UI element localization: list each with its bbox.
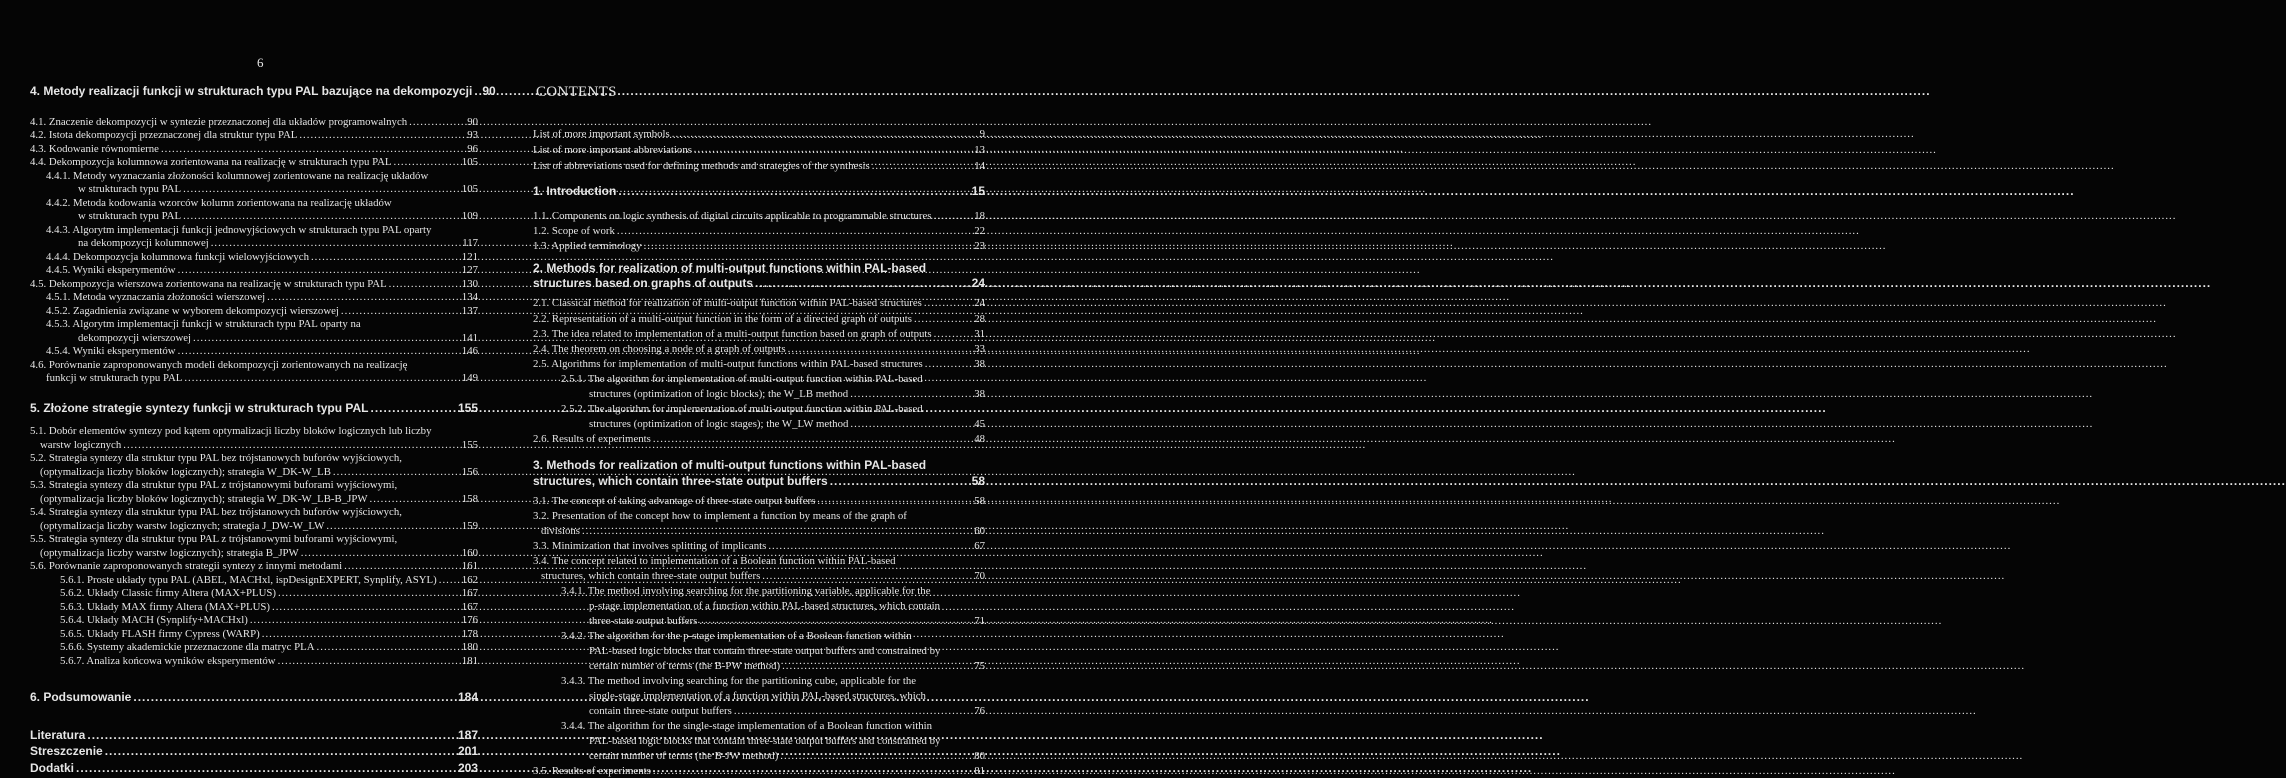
toc-entry-title: 5. Złożone strategie syntezy funkcji w strukturach typu PAL (30, 401, 369, 415)
toc-entry-title: 4.4.1. Metody wyznaczania złożoności kolumnowej zorientowane na realizację układów (46, 170, 429, 182)
toc-entry-title: 3.1. The concept of taking advantage of three-state output buffers (533, 495, 816, 507)
toc-page-number: 81 (974, 765, 985, 777)
toc-page-number: 75 (974, 660, 985, 672)
toc-entry-title: 2.2. Representation of a multi-output function in the form of a directed graph of outputs (533, 313, 912, 325)
toc-entry-title: 2.6. Results of experiments (533, 433, 651, 445)
right-toc-entry (561, 373, 985, 385)
toc-entry-title: structures, which contain three-state output buffers (533, 474, 828, 488)
toc-page-number: 45 (974, 418, 985, 430)
toc-entry-title: 5.6.6. Systemy akademickie przeznaczone dla matryc PLA (60, 641, 315, 653)
left-toc-entry (40, 466, 478, 478)
toc-page-number: 58 (974, 495, 985, 507)
right-toc-entry (533, 313, 985, 325)
left-toc-entry (60, 574, 478, 586)
toc-page-number: 33 (974, 343, 985, 355)
toc-entry-title: structures, which contain three-state output buffers (541, 570, 761, 582)
dot-leader (341, 305, 460, 317)
toc-entry-title: na dekompozycji kolumnowej (78, 237, 209, 249)
dot-leader (694, 144, 972, 156)
right-toc-entry (561, 720, 985, 732)
toc-page-number: 155 (457, 401, 478, 415)
toc-entry-title: 4. Metody realizacji funkcji w strukturach typu PAL bazujące na dekompozycji (30, 84, 473, 98)
toc-entry-title: 4.4.4. Dekompozycja kolumnowa funkcji wielowyjściowych (46, 251, 309, 263)
right-toc-entry (589, 750, 985, 762)
toc-entry-title: 5.6. Porównanie zaproponowanych strategii syntezy z innymi metodami (30, 560, 343, 572)
toc-entry-title: structures (optimization of logic blocks); the W_LB method (589, 388, 849, 400)
toc-page-number: 181 (461, 655, 478, 667)
left-toc-entry (60, 601, 478, 613)
left-toc-entry (46, 197, 478, 209)
dot-leader (768, 540, 972, 552)
toc-entry-title: w strukturach typu PAL (78, 210, 182, 222)
left-toc-entry (30, 156, 478, 168)
right-toc-entry (533, 210, 985, 222)
dot-leader (299, 129, 465, 141)
right-toc-entry (561, 630, 985, 642)
dot-leader (123, 439, 460, 451)
right-toc-entry (561, 403, 985, 415)
dot-leader (755, 276, 970, 290)
right-toc-entry (533, 240, 985, 252)
dot-leader (653, 765, 972, 777)
left-toc-entry (40, 547, 478, 559)
toc-page-number: 76 (974, 705, 985, 717)
dot-leader (301, 547, 460, 559)
toc-page-number: 178 (461, 628, 478, 640)
toc-page-number: 23 (974, 240, 985, 252)
dot-leader (105, 744, 456, 758)
left-toc-entry (30, 690, 478, 704)
toc-entry-title: List of more important symbols (533, 128, 670, 140)
toc-page-number: 127 (461, 264, 478, 276)
toc-entry-title: 3.4.4. The algorithm for the single-stage implementation of a Boolean function within (561, 720, 933, 732)
toc-entry-title: 3.4.1. The method involving searching for the partitioning variable, applicable for the (561, 585, 931, 597)
left-toc-entry (60, 614, 478, 626)
left-toc-entry (46, 305, 478, 317)
left-toc-entry (46, 251, 478, 263)
left-toc-entry (46, 291, 478, 303)
left-toc-entry (78, 183, 478, 195)
toc-entry-title: 2.5.1. The algorithm for implementation of multi-output function within PAL-based (561, 373, 923, 385)
dot-leader (439, 574, 460, 586)
right-toc-entry (541, 525, 985, 537)
dot-leader (76, 761, 456, 775)
left-toc-entry (30, 401, 478, 415)
dot-leader (193, 332, 460, 344)
left-toc-entry (40, 520, 478, 532)
toc-entry-title: 5.4. Strategia syntezy dla struktur typu PAL bez trójstanowych buforów wyjściowych, (30, 506, 402, 518)
right-toc-entry (533, 128, 985, 140)
toc-entry-title: 3. Methods for realization of multi-output functions within PAL-based (533, 458, 927, 472)
dot-leader (317, 641, 460, 653)
toc-entry-title: certain number of terms (the B-PW method) (589, 660, 781, 672)
toc-entry-title: 1. Introduction (533, 184, 617, 198)
toc-entry-title: dekompozycji wierszowej (78, 332, 192, 344)
left-toc-entry (40, 439, 478, 451)
toc-entry-title: 2.3. The idea related to implementation of a multi-output function based on graph of outputs (533, 328, 932, 340)
toc-entry-title: 4.6. Porównanie zaproponowanych modeli dekompozycji zorientowanych na realizację (30, 359, 408, 371)
toc-entry-title: 5.6.7. Analiza końcowa wyników eksperymentów (60, 655, 276, 667)
dot-leader (830, 474, 970, 488)
right-toc-entry (533, 144, 985, 156)
toc-page-number: 176 (461, 614, 478, 626)
toc-entry-title: Streszczenie (30, 744, 103, 758)
right-toc-entry (561, 675, 985, 687)
dot-leader (582, 525, 972, 537)
dot-leader (788, 343, 973, 355)
left-toc-entry (30, 143, 478, 155)
toc-entry-title: divisions (541, 525, 580, 537)
toc-page-number: 203 (457, 761, 478, 775)
left-toc-entry (30, 728, 478, 742)
dot-leader (333, 466, 460, 478)
toc-entry-title: 1.2. Scope of work (533, 225, 615, 237)
toc-entry-title: (optymalizacja liczby bloków logicznych); strategia W_DK-W_LB-B_JPW (40, 493, 368, 505)
right-toc-entry (533, 276, 985, 290)
right-toc-entry (533, 765, 985, 777)
toc-page-number: 15 (971, 184, 985, 198)
right-toc-entry (533, 433, 985, 445)
toc-entry-title: 4.3. Kodowanie równomierne (30, 143, 159, 155)
toc-page-number: 105 (461, 156, 478, 168)
toc-page-number: 187 (457, 728, 478, 742)
toc-entry-title: 3.5. Results of experiments (533, 765, 651, 777)
left-toc-entry (78, 332, 478, 344)
toc-entry-title: PAL-based logic blocks that contain three-state output buffers and constrained by (589, 735, 941, 747)
toc-entry-title: Literatura (30, 728, 86, 742)
toc-entry-title: three-state output buffers (589, 615, 698, 627)
toc-entry-title: 4.4.3. Algorytm implementacji funkcji jednowyjściowych w strukturach typu PAL oparty (46, 224, 432, 236)
toc-page-number: 24 (974, 297, 985, 309)
page-number: 6 (257, 55, 264, 70)
left-toc-entry (30, 278, 478, 290)
toc-entry-title: 3.4. The concept related to implementation of a Boolean function within PAL-based (533, 555, 896, 567)
contents-heading: CONTENTS (536, 84, 617, 100)
toc-entry-title: 4.4.2. Metoda kodowania wzorców kolumn zorientowana na realizację układów (46, 197, 392, 209)
left-toc-entry (60, 628, 478, 640)
toc-entry-title: 5.6.2. Układy Classic firmy Altera (MAX+PLUS) (60, 587, 277, 599)
toc-page-number: 90 (467, 116, 478, 128)
dot-leader (183, 210, 460, 222)
toc-page-number: 201 (457, 744, 478, 758)
toc-entry-title: funkcji w strukturach typu PAL (46, 372, 183, 384)
toc-page-number: 162 (461, 574, 478, 586)
dot-leader (272, 601, 460, 613)
toc-entry-title: 3.4.2. The algorithm for the p-stage implementation of a Boolean function within (561, 630, 912, 642)
right-toc-entry (589, 615, 985, 627)
toc-page-number: 160 (461, 547, 478, 559)
dot-leader (278, 587, 460, 599)
dot-leader (389, 278, 460, 290)
dot-leader (394, 156, 460, 168)
toc-page-number: 58 (971, 474, 985, 488)
toc-entry-title: 2.5. Algorithms for implementation of multi-output functions within PAL-based structures (533, 358, 923, 370)
toc-entry-title: 4.5.2. Zagadnienia związane w wyborem dekompozycji wierszowej (46, 305, 339, 317)
left-toc-entry (46, 224, 478, 236)
toc-entry-title: 5.3. Strategia syntezy dla struktur typu PAL z trójstanowymi buforami wyjściowymi, (30, 479, 398, 491)
dot-leader (644, 240, 973, 252)
left-toc-entry (46, 345, 478, 357)
toc-entry-title: certain number of terms (the B-JW method) (589, 750, 779, 762)
right-toc-entry (533, 261, 985, 275)
dot-leader (178, 264, 460, 276)
dot-leader (934, 210, 973, 222)
toc-entry-title: 5.6.4. Układy MACH (Synplify+MACHxl) (60, 614, 248, 626)
right-toc-entry (589, 645, 985, 657)
dot-leader (87, 728, 456, 742)
toc-entry-title: 4.5.1. Metoda wyznaczania złożoności wierszowej (46, 291, 266, 303)
toc-page-number: 105 (461, 183, 478, 195)
left-toc-entry (46, 170, 478, 182)
toc-entry-title: 5.5. Strategia syntezy dla struktur typu PAL z trójstanowymi buforami wyjściowymi, (30, 533, 398, 545)
dot-leader (344, 560, 460, 572)
dot-leader (211, 237, 460, 249)
dot-leader (267, 291, 460, 303)
toc-page-number: 38 (974, 388, 985, 400)
toc-entry-title: 3.3. Minimization that involves splitting of implicants (533, 540, 767, 552)
dot-leader (782, 660, 972, 672)
toc-entry-title: 5.6.1. Proste układy typu PAL (ABEL, MACHxl, ispDesignEXPERT, Synplify, ASYL) (60, 574, 437, 586)
right-toc-entry (533, 510, 985, 522)
toc-page-number: 109 (461, 210, 478, 222)
left-toc-entry (30, 761, 478, 775)
toc-page-number: 156 (461, 466, 478, 478)
dot-leader (734, 705, 972, 717)
dot-leader (178, 345, 460, 357)
toc-page-number: 60 (974, 525, 985, 537)
toc-entry-title: p-stage implementation of a function within PAL-based structures, which contain (589, 600, 941, 612)
toc-page-number: 18 (974, 210, 985, 222)
right-toc-entry (533, 343, 985, 355)
dot-leader (924, 297, 972, 309)
toc-page-number: 134 (461, 291, 478, 303)
right-toc-entry (533, 555, 985, 567)
toc-page-number: 167 (461, 601, 478, 613)
toc-page-number: 28 (974, 313, 985, 325)
dot-leader (409, 116, 465, 128)
toc-page-number: 13 (974, 144, 985, 156)
right-toc-entry (589, 418, 985, 430)
right-toc-entry (533, 358, 985, 370)
dot-leader (914, 313, 972, 325)
toc-entry-title: (optymalizacja liczby bloków logicznych); strategia W_DK-W_LB (40, 466, 331, 478)
toc-entry-title: 4.2. Istota dekompozycji przeznaczonej dla struktur typu PAL (30, 129, 298, 141)
dot-leader (653, 433, 972, 445)
toc-page-number: 93 (467, 129, 478, 141)
left-toc-entry (30, 84, 496, 98)
toc-entry-title: w strukturach typu PAL (78, 183, 182, 195)
toc-entry-title: 2.1. Classical method for realization of multi-output function within PAL-based structures (533, 297, 922, 309)
toc-entry-title: 5.1. Dobór elementów syntezy pod kątem optymalizacji liczby bloków logicznych lub liczby (30, 425, 432, 437)
right-toc-entry (589, 660, 985, 672)
dot-leader (278, 655, 460, 667)
toc-entry-title: 3.4.3. The method involving searching for the partitioning cube, applicable for the (561, 675, 917, 687)
toc-entry-title: 2.4. The theorem on choosing a node of a graph of outputs (533, 343, 786, 355)
toc-page-number: 31 (974, 328, 985, 340)
left-toc-entry (78, 237, 478, 249)
dot-leader (925, 358, 972, 370)
dot-leader (250, 614, 460, 626)
dot-leader (872, 160, 972, 172)
toc-entry-title: List of abbreviations used for defining methods and strategies of the synthesis (533, 160, 870, 172)
dot-leader (817, 495, 972, 507)
dot-leader (762, 570, 972, 582)
right-toc-entry (533, 297, 985, 309)
toc-entry-title: List of more important abbreviations (533, 144, 692, 156)
left-toc-entry (30, 116, 478, 128)
dot-leader (850, 388, 972, 400)
toc-entry-title: 2. Methods for realization of multi-output functions within PAL-based (533, 261, 927, 275)
dot-leader (370, 493, 460, 505)
toc-page-number: 161 (461, 560, 478, 572)
left-toc-entry (30, 129, 478, 141)
toc-page-number: 48 (974, 433, 985, 445)
toc-page-number: 70 (974, 570, 985, 582)
left-toc-entry (60, 587, 478, 599)
right-toc-entry (533, 160, 985, 172)
dot-leader (133, 690, 456, 704)
toc-page-number: 117 (462, 237, 478, 249)
toc-entry-title: 5.6.3. Układy MAX firmy Altera (MAX+PLUS) (60, 601, 271, 613)
left-toc-entry (30, 533, 478, 545)
right-toc-entry (589, 388, 985, 400)
toc-entry-title: 4.5.4. Wyniki eksperymentów (46, 345, 176, 357)
toc-page-number: 184 (457, 690, 478, 704)
toc-entry-title: PAL-based logic blocks that contain three-state output buffers and constrained by (589, 645, 941, 657)
toc-page-number: 146 (461, 345, 478, 357)
toc-entry-title: 6. Podsumowanie (30, 690, 132, 704)
toc-page-number: 130 (461, 278, 478, 290)
dot-leader (617, 225, 972, 237)
toc-entry-title: 3.2. Presentation of the concept how to implement a function by means of the graph of (533, 510, 907, 522)
dot-leader (161, 143, 465, 155)
left-toc-entry (30, 452, 478, 464)
dot-leader (371, 401, 456, 415)
toc-entry-title: 4.5. Dekompozycja wierszowa zorientowana na realizację w strukturach typu PAL (30, 278, 387, 290)
toc-entry-title: 5.2. Strategia syntezy dla struktur typu PAL bez trójstanowych buforów wyjściowych, (30, 452, 402, 464)
right-toc-entry (533, 458, 985, 472)
right-toc-entry (533, 495, 985, 507)
toc-page-number: 22 (974, 225, 985, 237)
dot-leader (326, 520, 459, 532)
toc-entry-title: single-stage implementation of a function within PAL-based structures, which (589, 690, 926, 702)
dot-leader (262, 628, 460, 640)
right-toc-entry (589, 735, 985, 747)
dot-leader (850, 418, 972, 430)
dot-leader (699, 615, 972, 627)
right-toc-entry (589, 600, 985, 612)
toc-page-number: 121 (461, 251, 478, 263)
toc-entry-title: 4.5.3. Algorytm implementacji funkcji w strukturach typu PAL oparty na (46, 318, 361, 330)
left-toc-entry (30, 506, 478, 518)
right-toc-entry (561, 585, 985, 597)
right-toc-entry (533, 225, 985, 237)
left-toc-entry (46, 264, 478, 276)
dot-leader (672, 128, 978, 140)
dot-leader (474, 84, 480, 98)
right-toc-entry (541, 570, 985, 582)
left-toc-entry (60, 655, 478, 667)
left-toc-entry (30, 425, 478, 437)
toc-entry-title: 1.3. Applied terminology (533, 240, 642, 252)
right-toc-entry (533, 184, 985, 198)
toc-page-number: 67 (974, 540, 985, 552)
dot-leader (184, 372, 459, 384)
left-toc-entry (40, 493, 478, 505)
right-toc-entry (589, 690, 985, 702)
toc-entry-title: 4.4.5. Wyniki eksperymentów (46, 264, 176, 276)
left-toc-entry (60, 641, 478, 653)
toc-page-number: 38 (974, 358, 985, 370)
toc-page-number: 14 (974, 160, 985, 172)
toc-page-number: 96 (467, 143, 478, 155)
dot-leader (311, 251, 460, 263)
toc-page-number: 24 (971, 276, 985, 290)
toc-entry-title: 4.1. Znaczenie dekompozycji w syntezie przeznaczonej dla układów programowalnych (30, 116, 408, 128)
toc-entry-title: 4.4. Dekompozycja kolumnowa zorientowana na realizację w strukturach typu PAL (30, 156, 392, 168)
right-toc-entry (533, 474, 985, 488)
toc-page-number: 167 (461, 587, 478, 599)
left-toc-entry (46, 318, 478, 330)
left-toc-entry (46, 372, 478, 384)
toc-entry-title: (optymalizacja liczby warstw logicznych); strategia B_JPW (40, 547, 299, 559)
toc-entry-title: 1.1. Components on logic synthesis of digital circuits applicable to programmable structures (533, 210, 932, 222)
toc-entry-title: warstw logicznych (40, 439, 122, 451)
left-toc-entry (30, 560, 478, 572)
toc-page-number: 137 (461, 305, 478, 317)
toc-entry-title: 2.5.2. The algorithm for implementation of multi-output function within PAL-based (561, 403, 923, 415)
toc-entry-title: (optymalizacja liczby warstw logicznych; strategia J_DW-W_LW (40, 520, 325, 532)
dot-leader (183, 183, 460, 195)
left-toc-entry (30, 744, 478, 758)
toc-entry-title: structures based on graphs of outputs (533, 276, 754, 290)
dot-leader (618, 184, 969, 198)
right-toc-entry (533, 328, 985, 340)
toc-page-number: 155 (461, 439, 478, 451)
toc-page-number: 180 (461, 641, 478, 653)
dot-leader (934, 328, 973, 340)
toc-entry-title: structures (optimization of logic stages); the W_LW method (589, 418, 849, 430)
toc-page-number: 9 (979, 128, 985, 140)
left-toc-entry (78, 210, 478, 222)
toc-page-number: 90 (482, 84, 496, 98)
left-toc-entry (30, 479, 478, 491)
toc-entry-title: contain three-state output buffers (589, 705, 732, 717)
right-toc-entry (589, 705, 985, 717)
toc-page-number: 71 (974, 615, 985, 627)
toc-page-number: 159 (461, 520, 478, 532)
dot-leader (780, 750, 972, 762)
toc-page-number: 149 (461, 372, 478, 384)
toc-entry-title: 5.6.5. Układy FLASH firmy Cypress (WARP) (60, 628, 260, 640)
right-toc-entry (533, 540, 985, 552)
toc-page-number: 141 (461, 332, 478, 344)
toc-page-number: 158 (461, 493, 478, 505)
left-toc-entry (30, 359, 478, 371)
toc-page-number: 80 (974, 750, 985, 762)
toc-entry-title: Dodatki (30, 761, 75, 775)
